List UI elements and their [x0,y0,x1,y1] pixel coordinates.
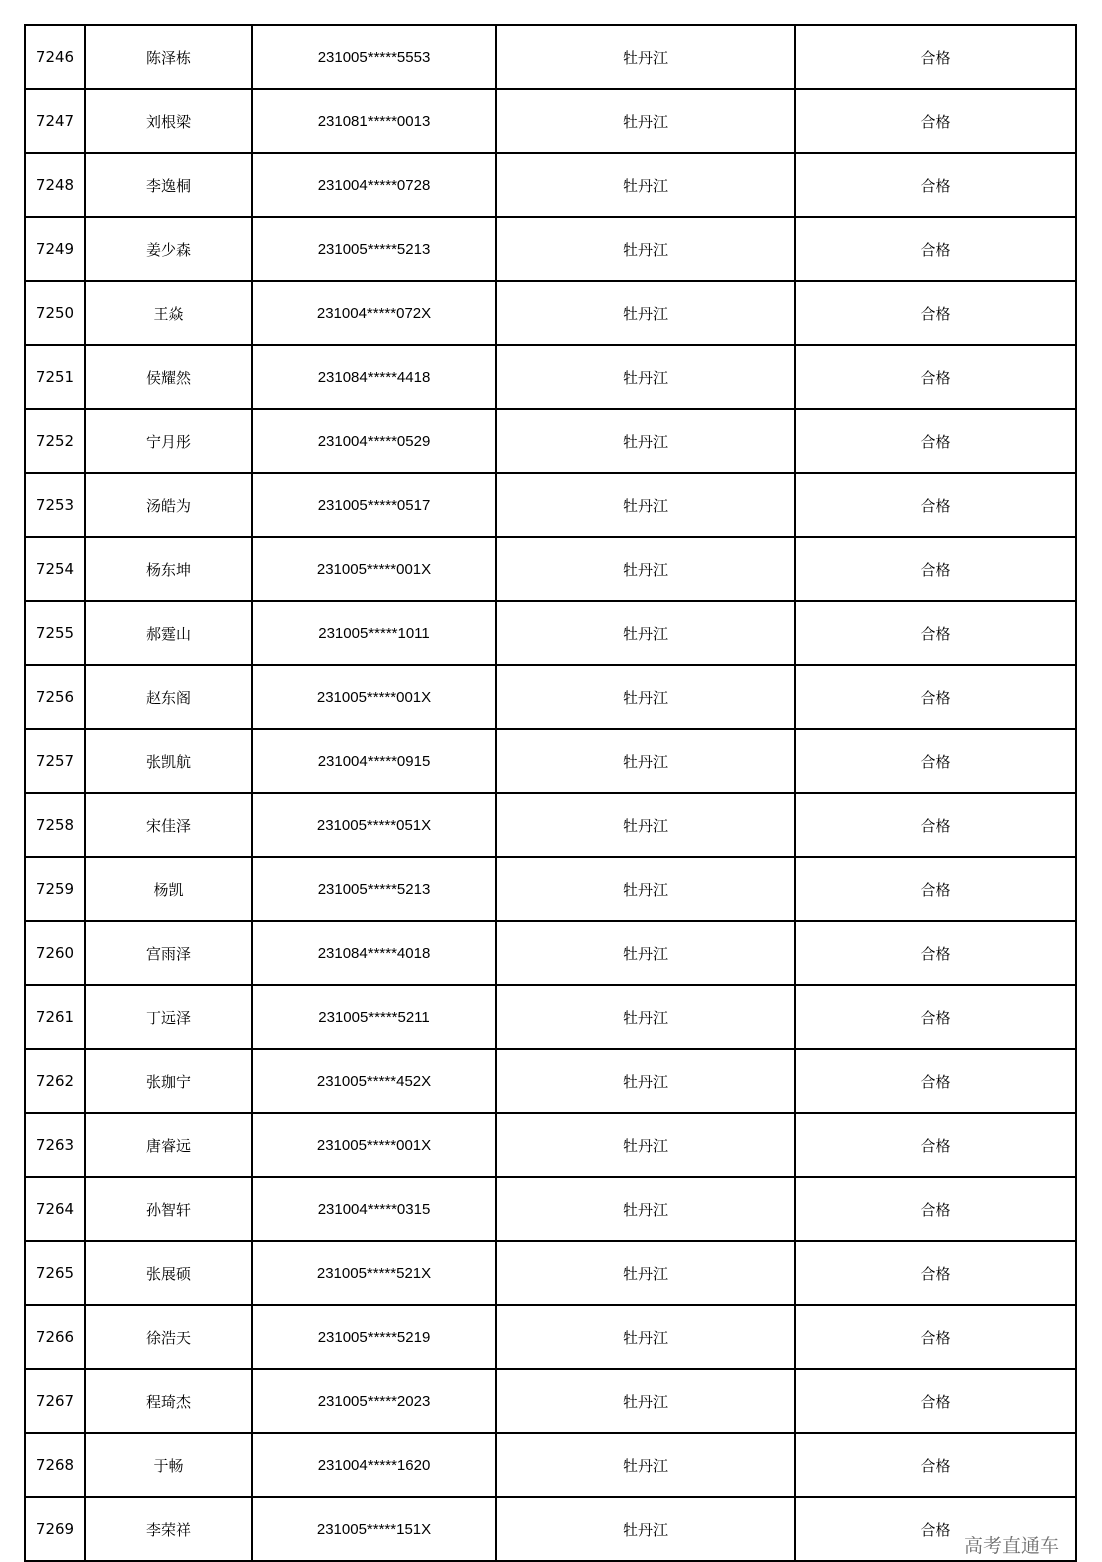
name-cell: 侯耀然 [85,345,252,409]
city-cell: 牡丹江 [496,921,795,985]
city-cell: 牡丹江 [496,985,795,1049]
name-cell: 陈泽栋 [85,25,252,89]
roster-sheet [24,24,1077,1562]
id-number-cell: 231005*****0517 [252,473,496,537]
name-cell: 杨东坤 [85,537,252,601]
seq-number-cell: 7257 [25,729,85,793]
seq-number-cell: 7259 [25,857,85,921]
seq-number-cell: 7264 [25,1177,85,1241]
seq-number-cell: 7266 [25,1305,85,1369]
id-number-cell: 231005*****001X [252,1113,496,1177]
table-row [25,1177,1076,1241]
result-cell: 合格 [795,985,1076,1049]
roster-table-body [25,25,1076,1561]
city-cell: 牡丹江 [496,1433,795,1497]
result-cell: 合格 [795,665,1076,729]
table-row [25,601,1076,665]
id-number-cell: 231081*****0013 [252,89,496,153]
city-cell: 牡丹江 [496,89,795,153]
table-row [25,729,1076,793]
table-row [25,281,1076,345]
table-row [25,25,1076,89]
seq-number-cell: 7249 [25,217,85,281]
result-cell: 合格 [795,25,1076,89]
table-row [25,1113,1076,1177]
city-cell: 牡丹江 [496,473,795,537]
table-row [25,985,1076,1049]
name-cell: 张凯航 [85,729,252,793]
result-cell: 合格 [795,921,1076,985]
table-row [25,345,1076,409]
city-cell: 牡丹江 [496,153,795,217]
id-number-cell: 231005*****151X [252,1497,496,1561]
id-number-cell: 231005*****5219 [252,1305,496,1369]
name-cell: 于畅 [85,1433,252,1497]
id-number-cell: 231005*****452X [252,1049,496,1113]
table-row [25,1305,1076,1369]
city-cell: 牡丹江 [496,1241,795,1305]
name-cell: 汤皓为 [85,473,252,537]
id-number-cell: 231004*****0315 [252,1177,496,1241]
name-cell: 张珈宁 [85,1049,252,1113]
city-cell: 牡丹江 [496,25,795,89]
result-cell: 合格 [795,473,1076,537]
seq-number-cell: 7250 [25,281,85,345]
id-number-cell: 231004*****0915 [252,729,496,793]
name-cell: 徐浩天 [85,1305,252,1369]
city-cell: 牡丹江 [496,345,795,409]
table-row [25,473,1076,537]
id-number-cell: 231084*****4418 [252,345,496,409]
seq-number-cell: 7251 [25,345,85,409]
seq-number-cell: 7252 [25,409,85,473]
result-cell: 合格 [795,1241,1076,1305]
name-cell: 李荣祥 [85,1497,252,1561]
result-cell: 合格 [795,1497,1076,1561]
result-cell: 合格 [795,729,1076,793]
table-row [25,1369,1076,1433]
table-row [25,89,1076,153]
seq-number-cell: 7265 [25,1241,85,1305]
id-number-cell: 231005*****5553 [252,25,496,89]
city-cell: 牡丹江 [496,1305,795,1369]
id-number-cell: 231005*****001X [252,665,496,729]
city-cell: 牡丹江 [496,409,795,473]
result-cell: 合格 [795,1177,1076,1241]
result-cell: 合格 [795,409,1076,473]
city-cell: 牡丹江 [496,1113,795,1177]
id-number-cell: 231004*****0728 [252,153,496,217]
name-cell: 姜少森 [85,217,252,281]
id-number-cell: 231005*****1011 [252,601,496,665]
name-cell: 丁远泽 [85,985,252,1049]
city-cell: 牡丹江 [496,217,795,281]
seq-number-cell: 7253 [25,473,85,537]
result-cell: 合格 [795,153,1076,217]
result-cell: 合格 [795,1113,1076,1177]
id-number-cell: 231005*****5213 [252,217,496,281]
result-cell: 合格 [795,1369,1076,1433]
table-row [25,1497,1076,1561]
name-cell: 王焱 [85,281,252,345]
seq-number-cell: 7247 [25,89,85,153]
seq-number-cell: 7263 [25,1113,85,1177]
seq-number-cell: 7248 [25,153,85,217]
id-number-cell: 231005*****051X [252,793,496,857]
table-row [25,153,1076,217]
result-cell: 合格 [795,601,1076,665]
name-cell: 张展硕 [85,1241,252,1305]
seq-number-cell: 7261 [25,985,85,1049]
name-cell: 宫雨泽 [85,921,252,985]
id-number-cell: 231005*****2023 [252,1369,496,1433]
name-cell: 刘根梁 [85,89,252,153]
city-cell: 牡丹江 [496,857,795,921]
seq-number-cell: 7254 [25,537,85,601]
result-cell: 合格 [795,217,1076,281]
city-cell: 牡丹江 [496,729,795,793]
name-cell: 郝霆山 [85,601,252,665]
result-cell: 合格 [795,793,1076,857]
city-cell: 牡丹江 [496,1369,795,1433]
seq-number-cell: 7256 [25,665,85,729]
city-cell: 牡丹江 [496,793,795,857]
watermark-text: 高考直通车 [964,1535,1060,1557]
result-cell: 合格 [795,89,1076,153]
table-row [25,1049,1076,1113]
result-cell: 合格 [795,1305,1076,1369]
city-cell: 牡丹江 [496,601,795,665]
id-number-cell: 231005*****521X [252,1241,496,1305]
table-row [25,217,1076,281]
table-row [25,921,1076,985]
city-cell: 牡丹江 [496,1177,795,1241]
city-cell: 牡丹江 [496,1497,795,1561]
name-cell: 杨凯 [85,857,252,921]
id-number-cell: 231004*****1620 [252,1433,496,1497]
city-cell: 牡丹江 [496,1049,795,1113]
id-number-cell: 231005*****5213 [252,857,496,921]
seq-number-cell: 7246 [25,25,85,89]
name-cell: 赵东阁 [85,665,252,729]
seq-number-cell: 7269 [25,1497,85,1561]
name-cell: 程琦杰 [85,1369,252,1433]
name-cell: 宁月彤 [85,409,252,473]
id-number-cell: 231004*****0529 [252,409,496,473]
table-row [25,793,1076,857]
seq-number-cell: 7260 [25,921,85,985]
result-cell: 合格 [795,857,1076,921]
name-cell: 孙智轩 [85,1177,252,1241]
table-row [25,1433,1076,1497]
seq-number-cell: 7258 [25,793,85,857]
city-cell: 牡丹江 [496,537,795,601]
result-cell: 合格 [795,1049,1076,1113]
id-number-cell: 231005*****5211 [252,985,496,1049]
name-cell: 宋佳泽 [85,793,252,857]
table-row [25,537,1076,601]
result-cell: 合格 [795,537,1076,601]
table-row [25,665,1076,729]
seq-number-cell: 7268 [25,1433,85,1497]
seq-number-cell: 7255 [25,601,85,665]
table-row [25,1241,1076,1305]
roster-table [24,24,1077,1562]
seq-number-cell: 7262 [25,1049,85,1113]
result-cell: 合格 [795,281,1076,345]
result-cell: 合格 [795,1433,1076,1497]
name-cell: 唐睿远 [85,1113,252,1177]
id-number-cell: 231004*****072X [252,281,496,345]
id-number-cell: 231084*****4018 [252,921,496,985]
name-cell: 李逸桐 [85,153,252,217]
city-cell: 牡丹江 [496,665,795,729]
table-row [25,857,1076,921]
seq-number-cell: 7267 [25,1369,85,1433]
table-row [25,409,1076,473]
city-cell: 牡丹江 [496,281,795,345]
id-number-cell: 231005*****001X [252,537,496,601]
result-cell: 合格 [795,345,1076,409]
